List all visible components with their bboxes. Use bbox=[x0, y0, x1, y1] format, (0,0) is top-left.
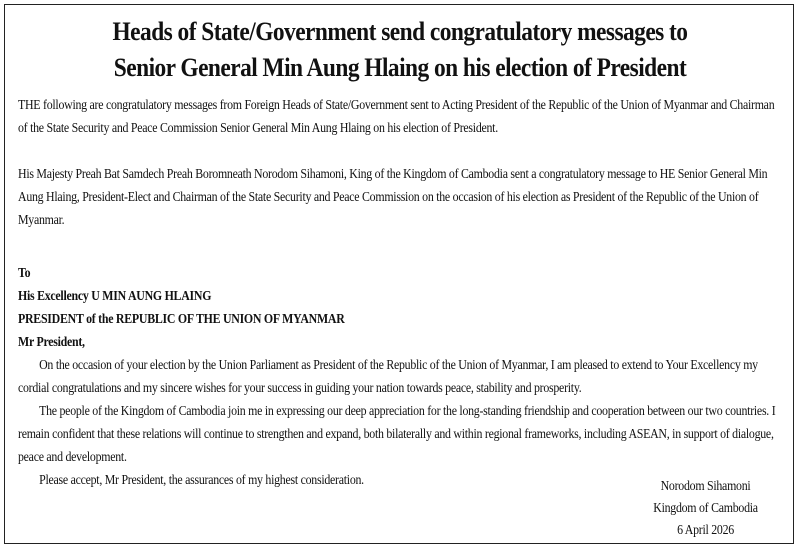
address-title: PRESIDENT of the REPUBLIC OF THE UNION OF MYANMAR bbox=[18, 311, 345, 326]
message-paragraph-3: Please accept, Mr President, the assurances of my highest consideration. bbox=[39, 472, 364, 487]
signature-name: Norodom Sihamoni bbox=[660, 478, 751, 493]
address-to: To bbox=[18, 265, 31, 280]
signature-date: 6 April 2026 bbox=[677, 522, 735, 537]
signature-block bbox=[653, 475, 758, 541]
intro-paragraph: THE following are congratulatory messages from Foreign Heads of State/Government sent to Acting President of the Republic of the Union of Myanmar and Chairman of the State Security and Peace Commission Senior General Min Aung Hlaing on his election of President. bbox=[18, 97, 775, 135]
headline-line-1: Heads of State/Government send congratulatory messages to bbox=[112, 17, 688, 46]
signature-country: Kingdom of Cambodia bbox=[653, 500, 758, 515]
summary-paragraph: His Majesty Preah Bat Samdech Preah Boromneath Norodom Sihamoni, King of the Kingdom of Cambodia sent a congratulatory message to HE Senior General Min Aung Hlaing, President-Elect and Chairman of the State Security and Peace Commission on the occasion of his election as President of the Republic of the Union of Myanmar. bbox=[18, 166, 768, 227]
address-name: His Excellency U MIN AUNG HLAING bbox=[18, 288, 212, 303]
headline bbox=[40, 14, 760, 86]
article-body bbox=[18, 93, 781, 491]
message-paragraph-1: On the occasion of your election by the Union Parliament as President of the Republic of the Union of Myanmar, I am pleased to extend to Your Excellency my cordial congratulations and my sincere wishes for your success in guiding your nation towards peace, stability and prosperity. bbox=[18, 357, 758, 395]
salutation: Mr President, bbox=[18, 334, 85, 349]
headline-line-2: Senior General Min Aung Hlaing on his election of President bbox=[113, 53, 687, 82]
message-paragraph-2: The people of the Kingdom of Cambodia join me in expressing our deep appreciation for the long-standing friendship and cooperation between our two countries. I remain confident that these relations will continue to strengthen and expand, both bilaterally and within regional frameworks, including ASEAN, in support of dialogue, peace and development. bbox=[18, 403, 776, 464]
